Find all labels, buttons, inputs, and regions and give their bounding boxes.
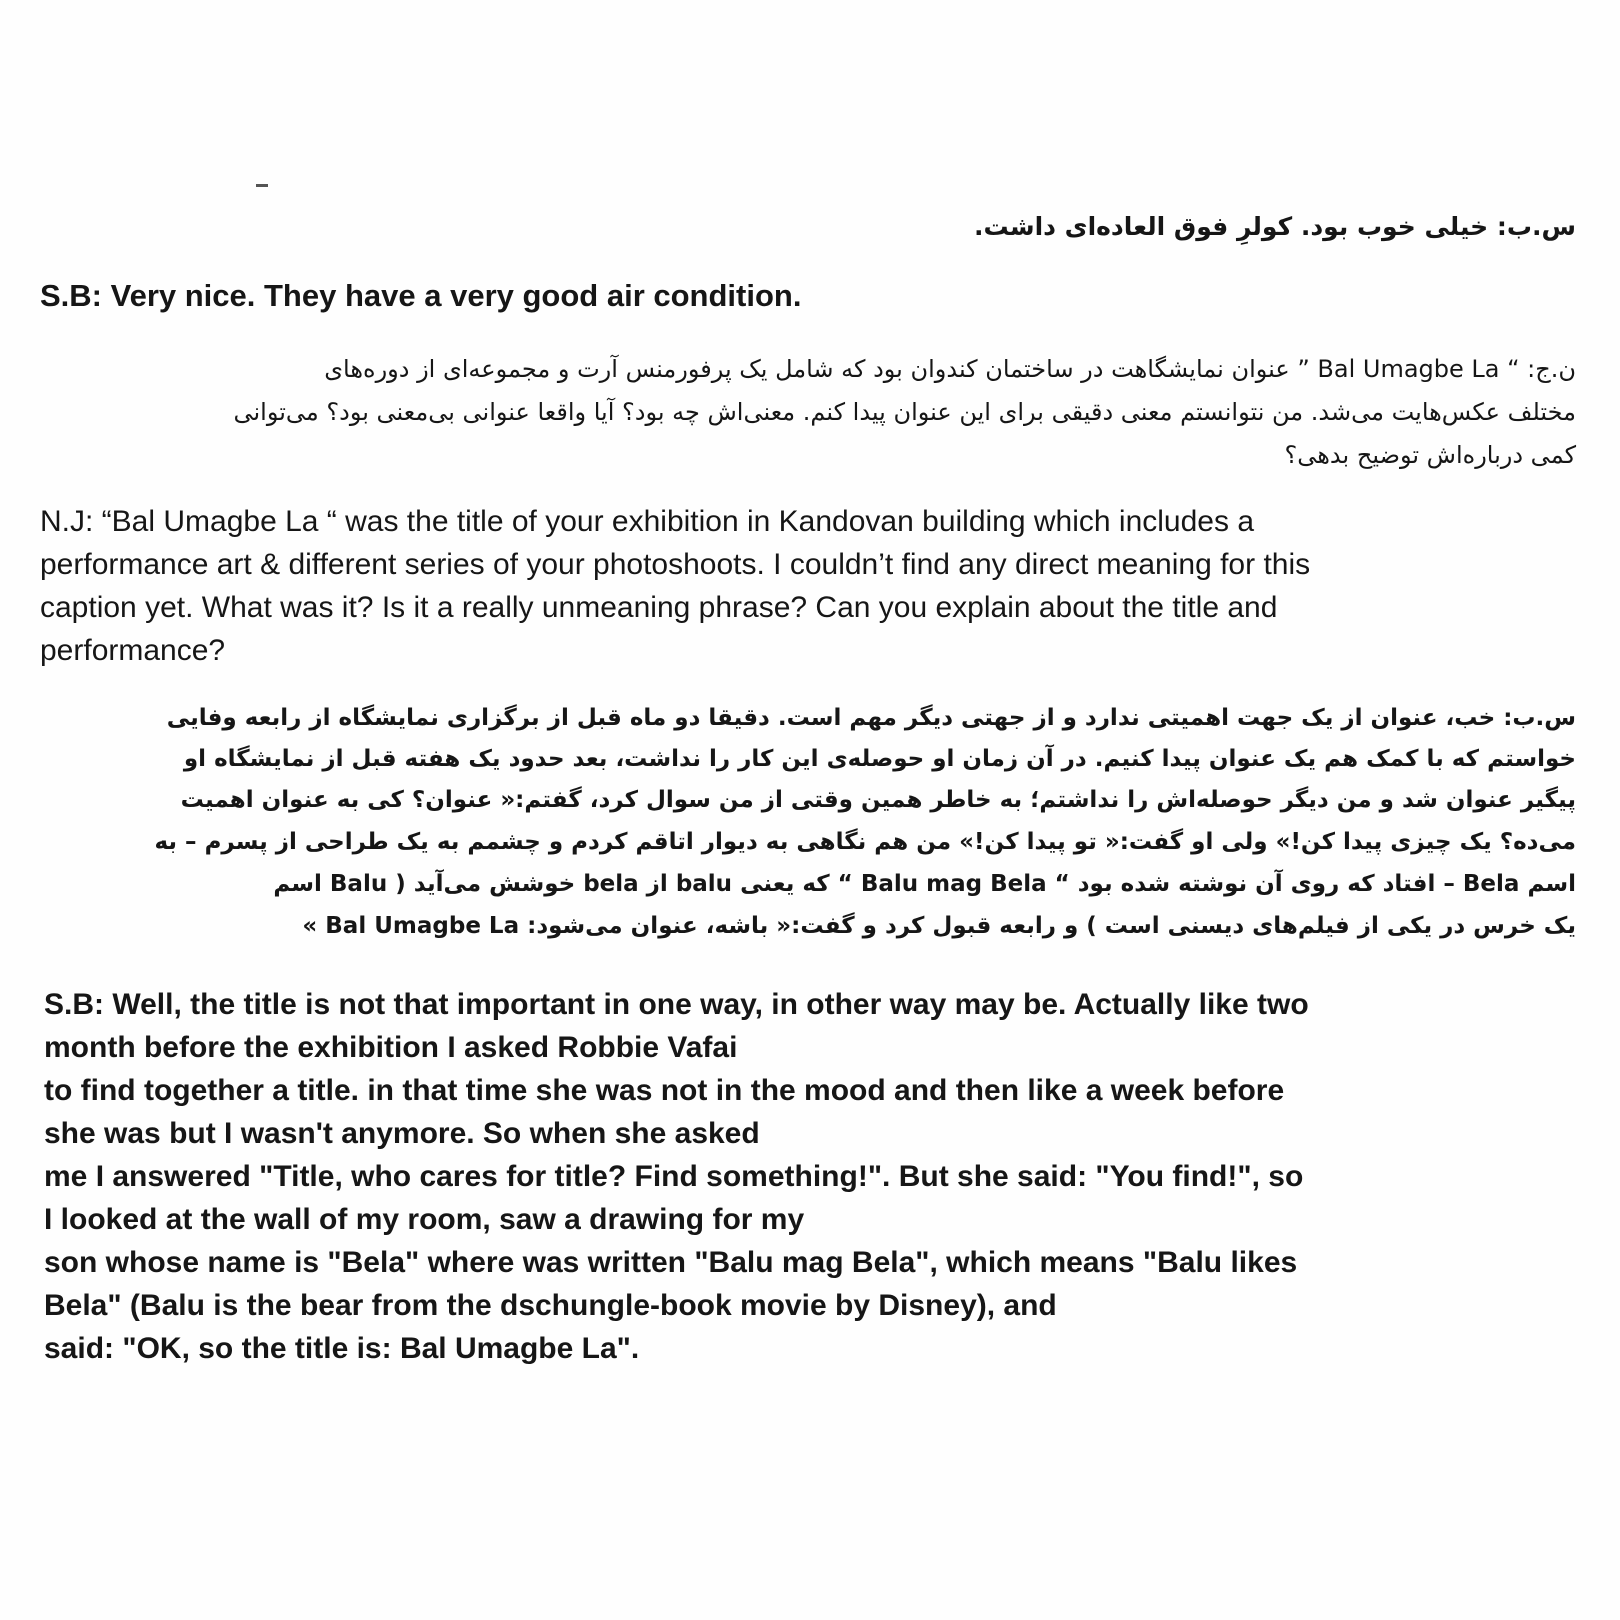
en-answer-2-line-5: me I answered "Title, who cares for title? Find something!". But she said: "You find!", so <box>44 1160 1304 1193</box>
fa-answer-2-line-1: س.ب: خب، عنوان از یک جهت اهمیتی ندارد و از جهتی دیگر مهم است. دقیقا دو ماه قبل از برگزاری نمایشگاه از رابعه وفایی <box>166 705 1576 731</box>
en-answer-2-line-8: Bela" (Balu is the bear from the dschungle-book movie by Disney), and <box>44 1289 1057 1322</box>
en-answer-2-line-9: said: "OK, so the title is: Bal Umagbe La". <box>44 1332 640 1365</box>
fa-answer-2-line-6: یک خرس در یکی از فیلم‌های دیسنی است ) و رابعه قبول کرد و گفت:« باشه، عنوان می‌شود: Bal Umagbe La » <box>302 913 1576 939</box>
fa-answer-2-line-4: می‌ده؟ یک چیزی پیدا کن!» ولی او گفت:« تو پیدا کن!» من هم نگاهی به دیوار اتاقم کردم و چشمم به یک طراحی از پسرم – به <box>154 829 1576 855</box>
en-answer-2-line-4: she was but I wasn't anymore. So when she asked <box>44 1117 760 1150</box>
en-answer-2-line-6: I looked at the wall of my room, saw a drawing for my <box>44 1203 805 1236</box>
en-answer-2-line-7: son whose name is "Bela" where was written "Balu mag Bela", which means "Balu likes <box>44 1246 1298 1279</box>
fa-question-2-line-3: کمی درباره‌اش توضیح بدهی؟ <box>1284 441 1576 469</box>
fa-answer-2-line-5: اسم Bela – افتاد که روی آن نوشته شده بود “ Balu mag Bela “ که یعنی balu از bela خوشش می‌آید ( Balu اسم <box>273 871 1576 897</box>
stray-mark <box>256 184 268 187</box>
en-question-2-line-2: performance art & different series of your photoshoots. I couldn’t find any direct meaning for this <box>40 548 1311 581</box>
en-answer-2-line-3: to find together a title. in that time she was not in the mood and then like a week before <box>44 1074 1285 1107</box>
en-answer-2-line-2: month before the exhibition I asked Robbie Vafai <box>44 1031 738 1064</box>
fa-answer-2-line-3: پیگیر عنوان شد و من دیگر حوصله‌اش را نداشتم؛ به خاطر همین وقتی از من سوال کرد، گفتم:« عنوان؟ کی به عنوان اهمیت <box>180 787 1576 813</box>
fa-answer-2-line-2: خواستم که با کمک هم یک عنوان پیدا کنیم. در آن زمان او حوصله‌ی این کار را نداشت، بعد حدود یک هفته قبل از نمایشگاه او <box>183 746 1576 772</box>
fa-question-2-line-1: ن.ج: “ Bal Umagbe La ” عنوان نمایشگاهت در ساختمان کندوان بود که شامل یک پرفورمنس آرت و مجموعه‌ای از دوره‌های <box>324 355 1576 383</box>
en-answer-1-line-1: S.B: Very nice. They have a very good air condition. <box>40 278 802 313</box>
en-question-2-line-3: caption yet. What was it? Is it a really unmeaning phrase? Can you explain about the title and <box>40 591 1278 624</box>
en-question-2-line-1: N.J: “Bal Umagbe La “ was the title of your exhibition in Kandovan building which includes a <box>40 505 1255 538</box>
en-answer-2-line-1: S.B: Well, the title is not that important in one way, in other way may be. Actually like two <box>44 988 1309 1021</box>
en-question-2-line-4: performance? <box>40 634 226 667</box>
fa-question-2-line-2: مختلف عکس‌هایت می‌شد. من نتوانستم معنی دقیقی برای این عنوان پیدا کنم. معنی‌اش چه بود؟ آیا واقعا عنوانی بی‌معنی بود؟ می‌توانی <box>233 398 1576 426</box>
fa-answer-1-line-1: س.ب: خیلی خوب بود. کولرِ فوق العاده‌ای داشت. <box>974 212 1576 241</box>
